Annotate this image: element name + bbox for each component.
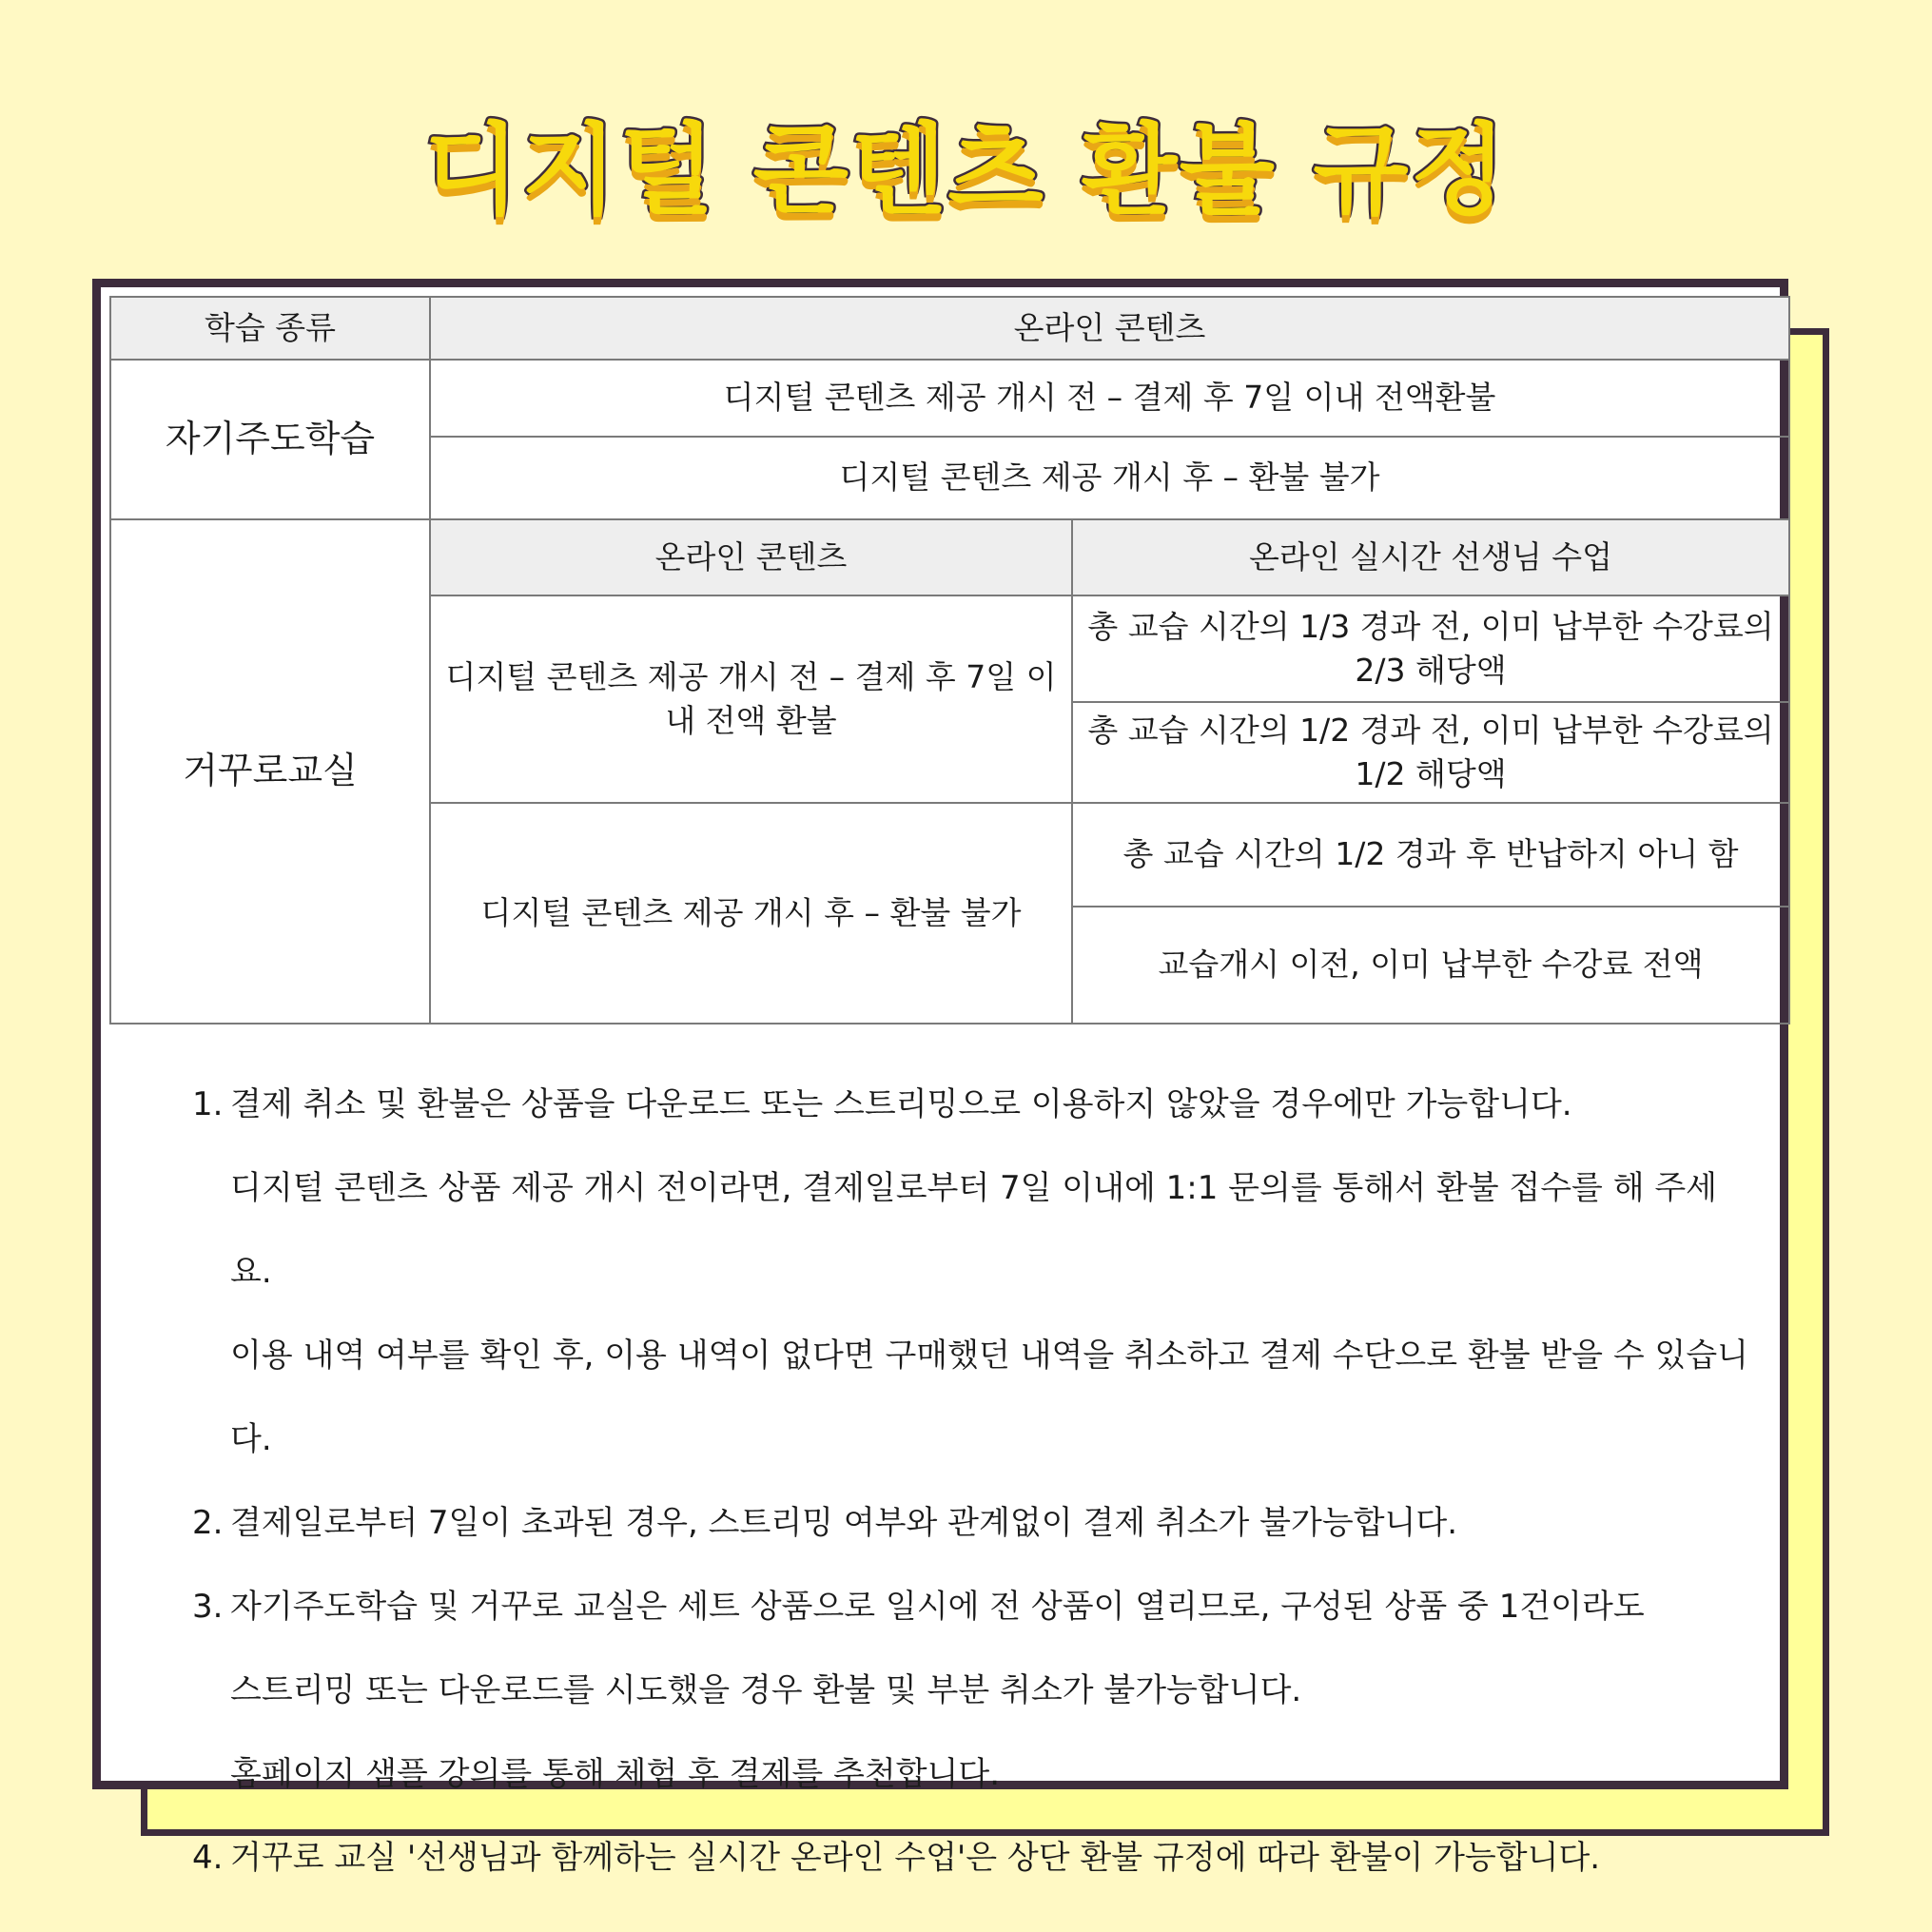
note-line: 자기주도학습 및 거꾸로 교실은 세트 상품으로 일시에 전 상품이 열리므로, 구성된 상품 중 1건이라도 xyxy=(230,1588,1645,1626)
flipped-live-cell: 교습개시 이전, 이미 납부한 수강료 전액 xyxy=(1072,907,1789,1024)
note-line: 거꾸로 교실 '선생님과 함께하는 실시간 온라인 수업'은 상단 환불 규정에 따라 환불이 가능합니다. xyxy=(230,1839,1601,1877)
header-content-cell: 온라인 콘텐츠 xyxy=(430,297,1789,360)
flipped-online-header: 온라인 콘텐츠 xyxy=(430,519,1072,595)
note-item xyxy=(192,1063,1752,1481)
note-line: 결제 취소 및 환불은 상품을 다운로드 또는 스트리밍으로 이용하지 않았을 경우에만 가능합니다. xyxy=(230,1085,1572,1123)
note-line: 스트리밍 또는 다운로드를 시도했을 경우 환불 및 부분 취소가 불가능합니다. xyxy=(230,1671,1302,1709)
self-study-before-cell: 디지털 콘텐츠 제공 개시 전 – 결제 후 7일 이내 전액환불 xyxy=(430,360,1789,437)
flipped-live-cell: 총 교습 시간의 1/2 경과 후 반납하지 아니 함 xyxy=(1072,803,1789,907)
self-study-after-cell: 디지털 콘텐츠 제공 개시 후 – 환불 불가 xyxy=(430,437,1789,519)
flipped-class-label: 거꾸로교실 xyxy=(110,519,430,1024)
note-number: 1. xyxy=(192,1085,224,1123)
flipped-live-cell: 총 교습 시간의 1/3 경과 전, 이미 납부한 수강료의 2/3 해당액 xyxy=(1072,595,1789,702)
flipped-live-header: 온라인 실시간 선생님 수업 xyxy=(1072,519,1789,595)
self-study-label: 자기주도학습 xyxy=(110,360,430,519)
note-line: 결제일로부터 7일이 초과된 경우, 스트리밍 여부와 관계없이 결제 취소가 불가능합니다. xyxy=(230,1504,1458,1542)
notes-list xyxy=(192,1063,1752,1900)
flipped-online-before-cell: 디지털 콘텐츠 제공 개시 전 – 결제 후 7일 이내 전액 환불 xyxy=(430,595,1072,803)
flipped-live-cell: 총 교습 시간의 1/2 경과 전, 이미 납부한 수강료의 1/2 해당액 xyxy=(1072,702,1789,803)
note-line: 이용 내역 여부를 확인 후, 이용 내역이 없다면 구매했던 내역을 취소하고 결제 수단으로 환불 받을 수 있습니다. xyxy=(230,1337,1749,1458)
refund-table xyxy=(109,296,1790,1025)
note-line: 홈페이지 샘플 강의를 통해 체험 후 결제를 추천합니다. xyxy=(230,1755,1001,1793)
refund-policy-panel xyxy=(92,279,1788,1877)
note-item xyxy=(192,1816,1752,1900)
note-number: 4. xyxy=(192,1839,224,1877)
note-item xyxy=(192,1565,1752,1816)
flipped-online-after-cell: 디지털 콘텐츠 제공 개시 후 – 환불 불가 xyxy=(430,803,1072,1024)
note-item xyxy=(192,1481,1752,1565)
page-title: 디지털 콘텐츠 환불 규정 xyxy=(423,112,1509,228)
note-line: 디지털 콘텐츠 상품 제공 개시 전이라면, 결제일로부터 7일 이내에 1:1 문의를 통해서 환불 접수를 해 주세요. xyxy=(230,1169,1718,1291)
header-type-cell: 학습 종류 xyxy=(110,297,430,360)
note-number: 3. xyxy=(192,1588,224,1626)
note-number: 2. xyxy=(192,1504,224,1542)
